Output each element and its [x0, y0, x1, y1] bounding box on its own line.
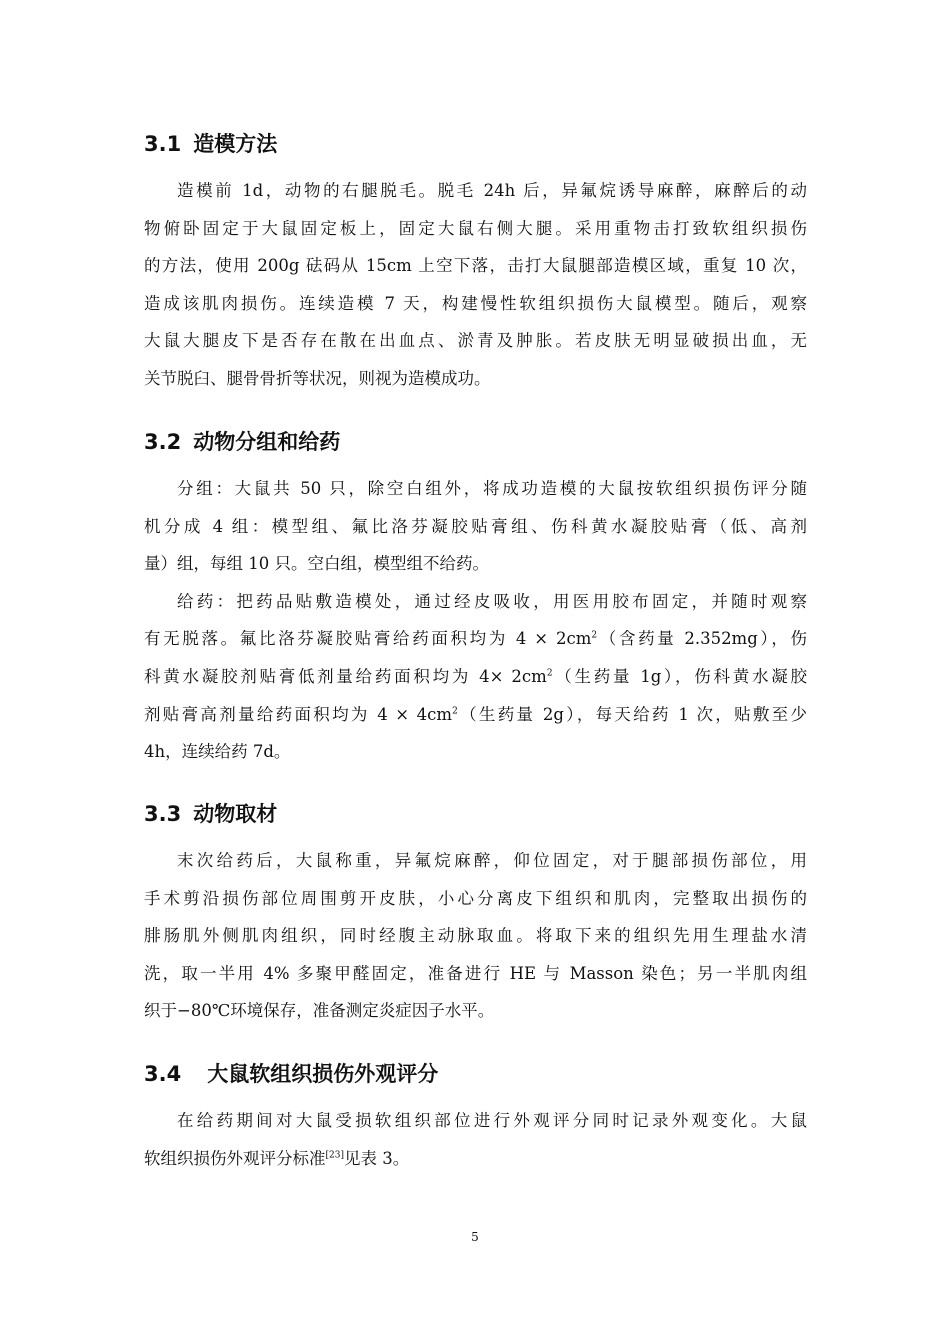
section-title: 造模方法 [193, 132, 278, 156]
paragraph-line [144, 696, 807, 734]
page-number: 5 [471, 1230, 479, 1244]
superscript: 2 [546, 668, 553, 679]
paragraph-line: 手术剪沿损伤部位周围剪开皮肤，小心分离皮下组织和肌肉，完整取出损伤的 [144, 888, 807, 908]
citation-superscript: [23] [325, 1150, 344, 1161]
text-run: 软组织损伤外观评分标准 [144, 1148, 326, 1168]
section-title: 动物分组和给药 [193, 430, 341, 454]
text-run: （含药量 2.352mg），伤 [597, 629, 807, 649]
paragraph-line: 关节脱臼、腿骨骨折等状况，则视为造模成功。 [144, 368, 491, 388]
section-title: 大鼠软组织损伤外观评分 [207, 1062, 439, 1086]
text-run: 见表 3。 [343, 1148, 410, 1168]
text-run: 有无脱落。氟比洛芬凝胶贴膏给药面积均为 4 × 2cm [144, 629, 592, 649]
paragraph-line [144, 658, 807, 696]
text-run: （生药量 1g），伤科黄水凝胶 [552, 666, 807, 686]
section-number: 3.2 [144, 430, 182, 454]
paragraph-line: 大鼠大腿皮下是否存在散在出血点、淤青及肿胀。若皮肤无明显破损出血，无 [144, 331, 807, 351]
paragraph-line: 织于−80℃环境保存，准备测定炎症因子水平。 [144, 1001, 495, 1021]
section-number: 3.1 [144, 132, 182, 156]
paragraph-line: 量）组，每组 10 只。空白组，模型组不给药。 [144, 554, 489, 574]
section-3-1-body [144, 172, 807, 398]
paragraph-line: 腓肠肌外侧肌肉组织，同时经腹主动脉取血。将取下来的组织先用生理盐水清 [144, 926, 807, 946]
paragraph-line: 物俯卧固定于大鼠固定板上，固定大鼠右侧大腿。采用重物击打致软组织损伤 [144, 218, 807, 238]
section-3-2-body [144, 470, 807, 771]
paragraph-line: 在给药期间对大鼠受损软组织部位进行外观评分同时记录外观变化。大鼠 [177, 1111, 807, 1130]
paragraph-line: 造成该肌肉损伤。连续造模 7 天，构建慢性软组织损伤大鼠模型。随后，观察 [144, 293, 807, 313]
paragraph-line [144, 1140, 807, 1178]
superscript: 2 [591, 630, 598, 641]
text-run: 剂贴膏高剂量给药面积均为 4 × 4cm [144, 704, 453, 724]
section-heading-3-4 [144, 1058, 438, 1088]
paragraph-line: 机分成 4 组：模型组、氟比洛芬凝胶贴膏组、伤科黄水凝胶贴膏（低、高剂 [144, 516, 807, 536]
section-number: 3.4 [144, 1062, 182, 1086]
paragraph-line: 4h，连续给药 7d。 [144, 742, 291, 762]
section-title: 动物取材 [193, 802, 278, 826]
paragraph-line: 洗，取一半用 4% 多聚甲醛固定，准备进行 HE 与 Masson 染色；另一半肌肉组 [144, 963, 807, 983]
superscript: 2 [452, 706, 458, 717]
section-number: 3.3 [144, 802, 182, 826]
section-3-3-body [144, 842, 807, 1030]
section-heading-3-2 [144, 426, 340, 456]
section-heading-3-1 [144, 128, 277, 158]
text-run: 科黄水凝胶剂贴膏低剂量给药面积均为 4× 2cm [144, 666, 547, 686]
text-run: （生药量 2g），每天给药 1 次，贴敷至少 [457, 704, 807, 724]
paragraph-line: 末次给药后，大鼠称重，异氟烷麻醉，仰位固定，对于腿部损伤部位，用 [177, 851, 807, 870]
section-heading-3-3 [144, 798, 277, 828]
paragraph-line: 的方法，使用 200g 砝码从 15cm 上空下落，击打大鼠腿部造模区域，重复 10 次， [144, 256, 807, 276]
paragraph-line: 给药：把药品贴敷造模处，通过经皮吸收，用医用胶布固定，并随时观察 [177, 591, 807, 611]
section-3-4-body [144, 1102, 807, 1177]
paragraph-line [144, 620, 807, 658]
paragraph-line: 造模前 1d，动物的右腿脱毛。脱毛 24h 后，异氟烷诱导麻醉，麻醉后的动 [177, 181, 807, 200]
paragraph-line: 分组：大鼠共 50 只，除空白组外，将成功造模的大鼠按软组织损伤评分随 [177, 479, 807, 498]
